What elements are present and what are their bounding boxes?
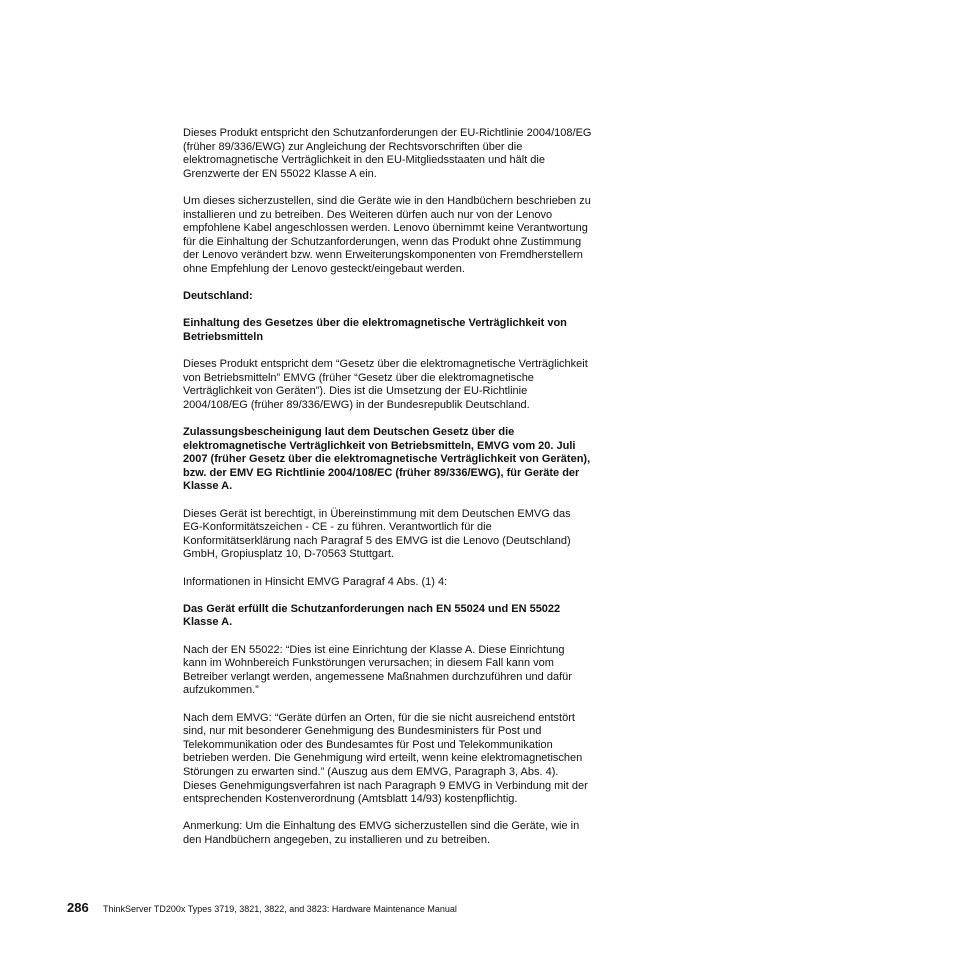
page-number: 286	[67, 900, 89, 915]
paragraph-ce-conformity: Dieses Gerät ist berechtigt, in Übereinstimmung mit dem Deutschen EMVG das EG-Konformitätszeichen - CE - zu führen. Verantwortlich für die Konformitätserklärung nach Paragraf 5 des EMVG ist die Lenovo (Deutschland) GmbH, Gropiusplatz 10, D-70563 Stuttgart.	[183, 507, 571, 561]
page-body	[183, 127, 623, 861]
paragraph-installation-notice: Um dieses sicherzustellen, sind die Geräte wie in den Handbüchern beschrieben zu installieren und zu betreiben. Des Weiteren dürfen auch nur von der Lenovo empfohlene Kabel angeschlossen werden. Lenovo übernimmt keine Verantwortung für die Einhaltung der Schutzanforderungen, wenn das Produkt ohne Zustimmung der Lenovo verändert bzw. wenn Erweiterungskomponenten von Fremdherstellern ohne Empfehlung der Lenovo gesteckt/eingebaut werden.	[183, 194, 591, 275]
manual-title: ThinkServer TD200x Types 3719, 3821, 3822, and 3823: Hardware Maintenance Manual	[103, 904, 457, 914]
paragraph-emvg-quote: Nach dem EMVG: “Geräte dürfen an Orten, für die sie nicht ausreichend entstört sind, nur mit besonderer Genehmigung des Bundesministers für Post und Telekommunikation oder des Bundesamtes für Post und Telekommunikation betrieben werden. Die Genehmigung wird erteilt, wenn keine elektromagnetischen Störungen zu erwarten sind.” (Auszug aus dem EMVG, Paragraph 3, Abs. 4). Dieses Genehmigungsverfahren ist nach Paragraph 9 EMVG in Verbindung mit der entsprechenden Kostenverordnung (Amtsblatt 14/93) kostenpflichtig.	[183, 711, 588, 806]
paragraph-eu-directive: Dieses Produkt entspricht den Schutzanforderungen der EU-Richtlinie 2004/108/EG (früher 89/336/EWG) zur Angleichung der Rechtsvorschriften über die elektromagnetische Verträglichkeit in den EU-Mitgliedsstaaten und hält die Grenzwerte der EN 55022 Klasse A ein.	[183, 127, 592, 180]
heading-zulassungsbescheinigung: Zulassungsbescheinigung laut dem Deutschen Gesetz über die elektromagnetische Verträglichkeit von Betriebsmitteln, EMVG vom 20. Juli 2007 (früher Gesetz über die elektromagnetische Verträglichkeit von Geräten), bzw. der EMV EG Richtlinie 2004/108/EC (früher 89/336/EWG), für Geräte der Klasse A.	[183, 426, 591, 493]
paragraph-note: Anmerkung: Um die Einhaltung des EMVG sicherzustellen sind die Geräte, wie in den Handbüchern angegeben, zu installieren und zu betreiben.	[183, 820, 580, 846]
heading-deutschland: Deutschland:	[183, 290, 253, 303]
paragraph-emvg-info: Informationen in Hinsicht EMVG Paragraf 4 Abs. (1) 4:	[183, 575, 448, 588]
heading-protection-requirements: Das Gerät erfüllt die Schutzanforderungen nach EN 55024 und EN 55022 Klasse A.	[183, 602, 561, 629]
heading-emvg-compliance: Einhaltung des Gesetzes über die elektromagnetische Verträglichkeit von Betriebsmitteln	[183, 317, 567, 343]
paragraph-en55022-quote: Nach der EN 55022: “Dies ist eine Einrichtung der Klasse A. Diese Einrichtung kann im Wohnbereich Funkstörungen verursachen; in diesem Fall kann vom Betreiber verlangt werden, angemessene Maßnahmen durchzuführen und dafür aufzukommen.”	[183, 643, 572, 697]
page-footer	[67, 900, 667, 916]
paragraph-emvg-statement: Dieses Produkt entspricht dem “Gesetz über die elektromagnetische Verträglichkeit von Betriebsmitteln” EMVG (früher “Gesetz über die elektromagnetische Verträglichkeit von Geräten”). Dies ist die Umsetzung der EU-Richtlinie 2004/108/EG (früher 89/336/EWG) in der Bundesrepublik Deutschland.	[183, 358, 588, 411]
